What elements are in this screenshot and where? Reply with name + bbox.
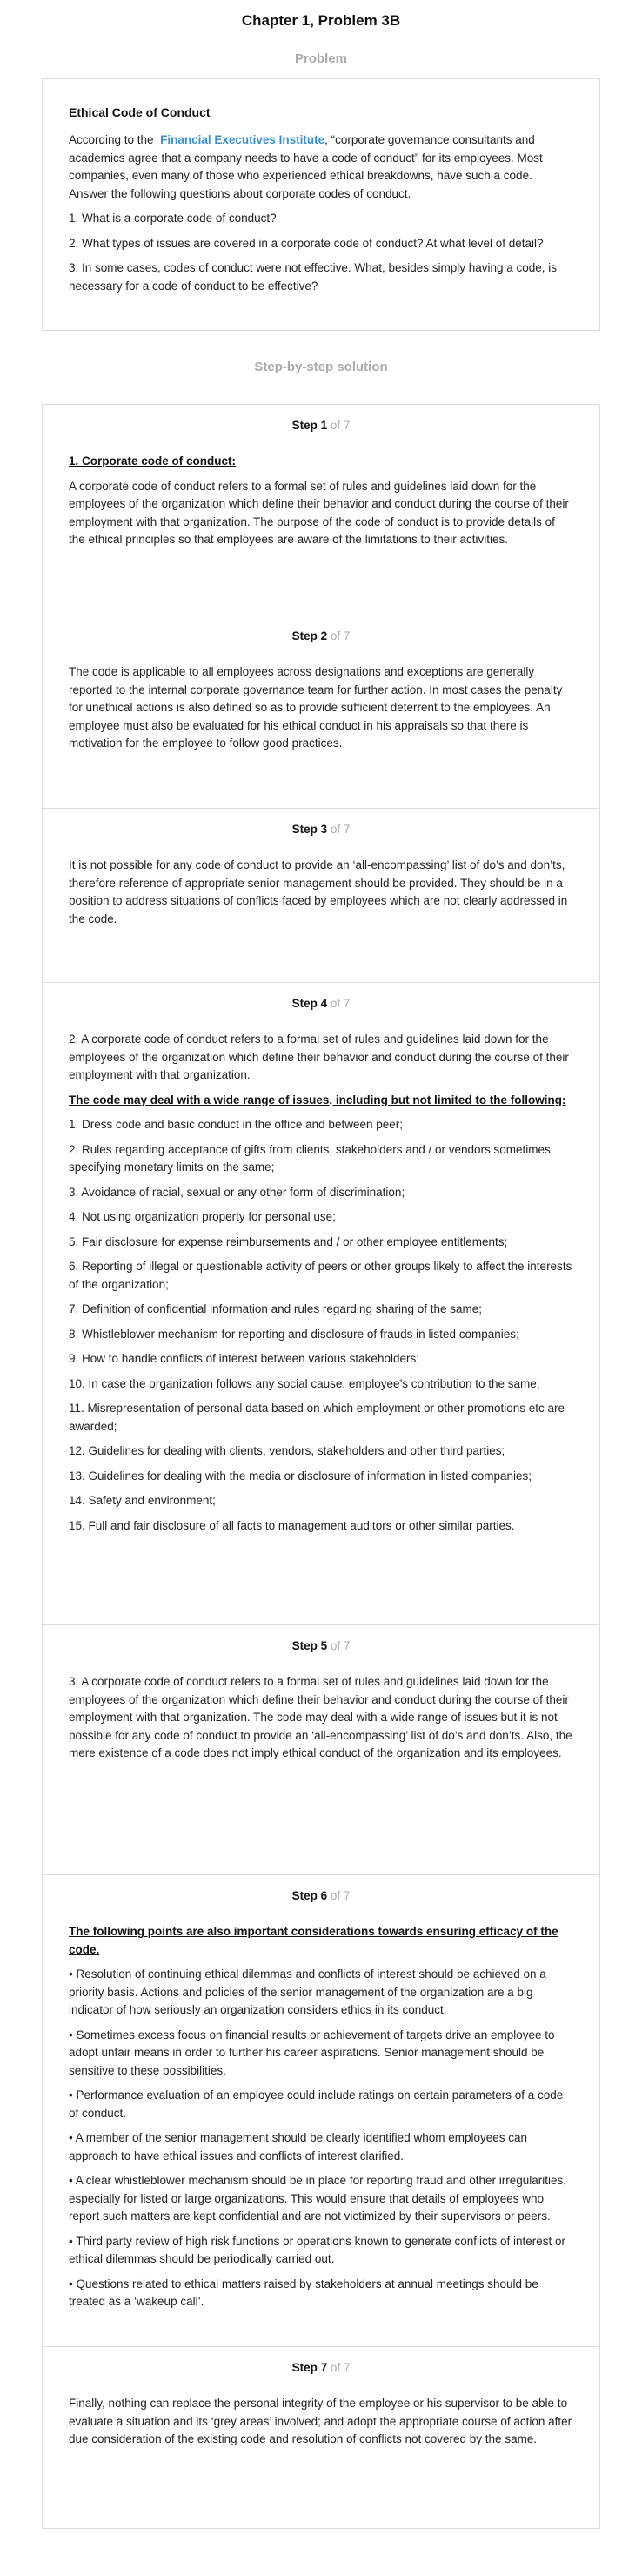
- question-2: 2. What types of issues are covered in a corporate code of conduct? At what level of detail?: [69, 236, 544, 250]
- list-item: 2. Rules regarding acceptance of gifts from clients, stakeholders and / or vendors sometimes specifying monetary limits on the same;: [69, 1142, 551, 1174]
- list-item: 9. How to handle conflicts of interest between various stakeholders;: [69, 1352, 419, 1365]
- list-item: 6. Reporting of illegal or questionable activity of peers or other groups likely to affect the interests of the organization;: [69, 1260, 572, 1291]
- step-5-number: Step 5: [291, 1639, 328, 1652]
- step-4: [43, 983, 599, 1625]
- question-1: 1. What is a corporate code of conduct?: [69, 212, 277, 225]
- problem-box: [42, 78, 600, 331]
- step-1-heading: 1. Corporate code of conduct:: [69, 454, 237, 467]
- institute-link[interactable]: Financial Executives Institute: [160, 133, 325, 146]
- step-2-number: Step 2: [291, 629, 328, 642]
- step-6-number: Step 6: [291, 1889, 328, 1902]
- list-item: 3. Avoidance of racial, sexual or any other form of discrimination;: [69, 1185, 405, 1199]
- step-7-text: Finally, nothing can replace the personal integrity of the employee or his supervisor to be able to evaluate a situation and its ‘grey areas’ involved; and adopt the appropriate course of action after due consideration of the existing code and resolution of conflicts not covered by the same.: [69, 2397, 572, 2445]
- step-3-label: [69, 823, 573, 836]
- problem-intro-before: According to the: [69, 133, 154, 146]
- list-item: 14. Safety and environment;: [69, 1494, 216, 1507]
- list-item: 4. Not using organization property for personal use;: [69, 1210, 336, 1223]
- steps-container: [42, 404, 600, 2529]
- step-4-heading: The code may deal with a wide range of issues, including but not limited to the following:: [69, 1093, 566, 1106]
- step-7: [43, 2347, 599, 2528]
- list-item: 5. Fair disclosure for expense reimbursements and / or other employee entitlements;: [69, 1234, 508, 1248]
- list-item: 10. In case the organization follows any social cause, employee’s contribution to the same;: [69, 1376, 540, 1390]
- list-item: • Performance evaluation of an employee could include ratings on certain parameters of a code of conduct.: [69, 2088, 564, 2120]
- step-2-text: The code is applicable to all employees across designations and exceptions are generally reported to the internal corporate governance team for further action. In most cases the penalty for unethical actions is also defined so as to provide sufficient deterrent to the employees. An employee must also be evaluated for his ethical conduct in his appraisals so that there is motivation for the employee to follow good practices.: [69, 665, 563, 750]
- page-title: Chapter 1, Problem 3B: [241, 12, 401, 29]
- list-item: • Questions related to ethical matters raised by stakeholders at annual meetings should be treated as a ‘wakeup call’.: [69, 2277, 538, 2308]
- step-1-label: [69, 419, 573, 432]
- list-item: 1. Dress code and basic conduct in the office and between peer;: [69, 1118, 403, 1131]
- step-3-total: of 7: [330, 823, 351, 836]
- step-1-text: A corporate code of conduct refers to a formal set of rules and guidelines laid down for the employees of the organization which define their behavior and conduct during the course of their employment with that organization. The purpose of the code of conduct is to provide details of the ethical principles so that employees are aware of the limitations to their activities.: [69, 479, 569, 546]
- list-item: • A clear whistleblower mechanism should be in place for reporting fraud and other irregularities, especially for listed or large organizations. This would ensure that details of employees who report such matters are kept confidential and are not victimized by their supervisors or peers.: [69, 2174, 567, 2223]
- step-1-total: of 7: [330, 419, 351, 432]
- step-5-text: 3. A corporate code of conduct refers to a formal set of rules and guidelines laid down for the employees of the organization which define their behavior and conduct during the course of their employment with that organization. The code may deal with a wide range of issues but it is not possible for any code of conduct to provide an ‘all-encompassing’ list of do’s and don’ts. Also, the mere existence of a code does not imply ethical conduct of the organization and its employees.: [69, 1675, 572, 1759]
- question-3: 3. In some cases, codes of conduct were not effective. What, besides simply having a code, is necessary for a code of conduct to be effective?: [69, 261, 558, 293]
- step-6-heading: The following points are also important considerations towards ensuring efficacy of the code.: [69, 1925, 558, 1956]
- list-item: 7. Definition of confidential information and rules regarding sharing of the same;: [69, 1302, 483, 1315]
- step-3: [43, 809, 599, 983]
- list-item: • A member of the senior management should be clearly identified whom employees can approach to have ethical issues and conflicts of interest clarified.: [69, 2131, 528, 2162]
- list-item: 15. Full and fair disclosure of all facts to management auditors or other similar parties.: [69, 1518, 515, 1532]
- step-7-label: [69, 2361, 573, 2374]
- step-3-number: Step 3: [291, 823, 328, 836]
- step-7-total: of 7: [330, 2361, 351, 2374]
- step-2-label: [69, 629, 573, 642]
- list-item: • Third party review of high risk functions or operations known to generate conflicts of interest or ethical dilemmas should be periodically carried out.: [69, 2234, 566, 2265]
- step-7-number: Step 7: [291, 2361, 328, 2374]
- step-1: [43, 405, 599, 615]
- solution-section-heading: Step-by-step solution: [254, 360, 388, 374]
- problem-intro-after: , “corporate governance consultants and academics agree that a company needs to have a code of conduct” for its employees. Most companies, even many of those who experienced ethical breakdowns, have such a code. Answer the following questions about corporate codes of conduct.: [69, 133, 543, 200]
- list-item: 11. Misrepresentation of personal data based on which employment or other promotions etc are awarded;: [69, 1402, 565, 1433]
- problem-intro: [69, 131, 573, 203]
- problem-title: Ethical Code of Conduct: [69, 105, 211, 119]
- list-item: 13. Guidelines for dealing with the media or disclosure of information in listed companies;: [69, 1469, 532, 1483]
- list-item: • Sometimes excess focus on financial results or achievement of targets drive an employee to adopt unfair means in order to further his career aspirations. Senior management should be sensitive to these possibilities.: [69, 2028, 555, 2077]
- step-4-number: Step 4: [291, 997, 328, 1010]
- step-2: [43, 615, 599, 809]
- step-4-label: [69, 997, 573, 1010]
- list-item: 8. Whistleblower mechanism for reporting and disclosure of frauds in listed companies;: [69, 1327, 519, 1341]
- step-2-total: of 7: [330, 629, 351, 642]
- problem-section-heading: Problem: [294, 51, 347, 66]
- step-6-total: of 7: [330, 1889, 351, 1902]
- step-6: [43, 1875, 599, 2347]
- step-6-label: [69, 1889, 573, 1902]
- step-4-intro: 2. A corporate code of conduct refers to a formal set of rules and guidelines laid down for the employees of the organization which define their behavior and conduct during the course of their employment with that organization.: [69, 1032, 569, 1081]
- list-item: • Resolution of continuing ethical dilemmas and conflicts of interest should be achieved on a priority basis. Actions and policies of the senior management of the organization are a big indicator of how seriously an organization considers ethics in its conduct.: [69, 1967, 546, 2016]
- step-5-total: of 7: [330, 1639, 351, 1652]
- step-3-text: It is not possible for any code of conduct to provide an ‘all-encompassing’ list of do’s and don’ts, therefore reference of appropriate senior management should be provided. They should be in a position to address situations of conflicts faced by employees which are not clearly addressed in the code.: [69, 858, 568, 925]
- list-item: 12. Guidelines for dealing with clients, vendors, stakeholders and other third parties;: [69, 1444, 505, 1457]
- step-1-number: Step 1: [291, 419, 328, 432]
- step-5: [43, 1625, 599, 1875]
- step-4-total: of 7: [330, 997, 351, 1010]
- step-5-label: [69, 1639, 573, 1652]
